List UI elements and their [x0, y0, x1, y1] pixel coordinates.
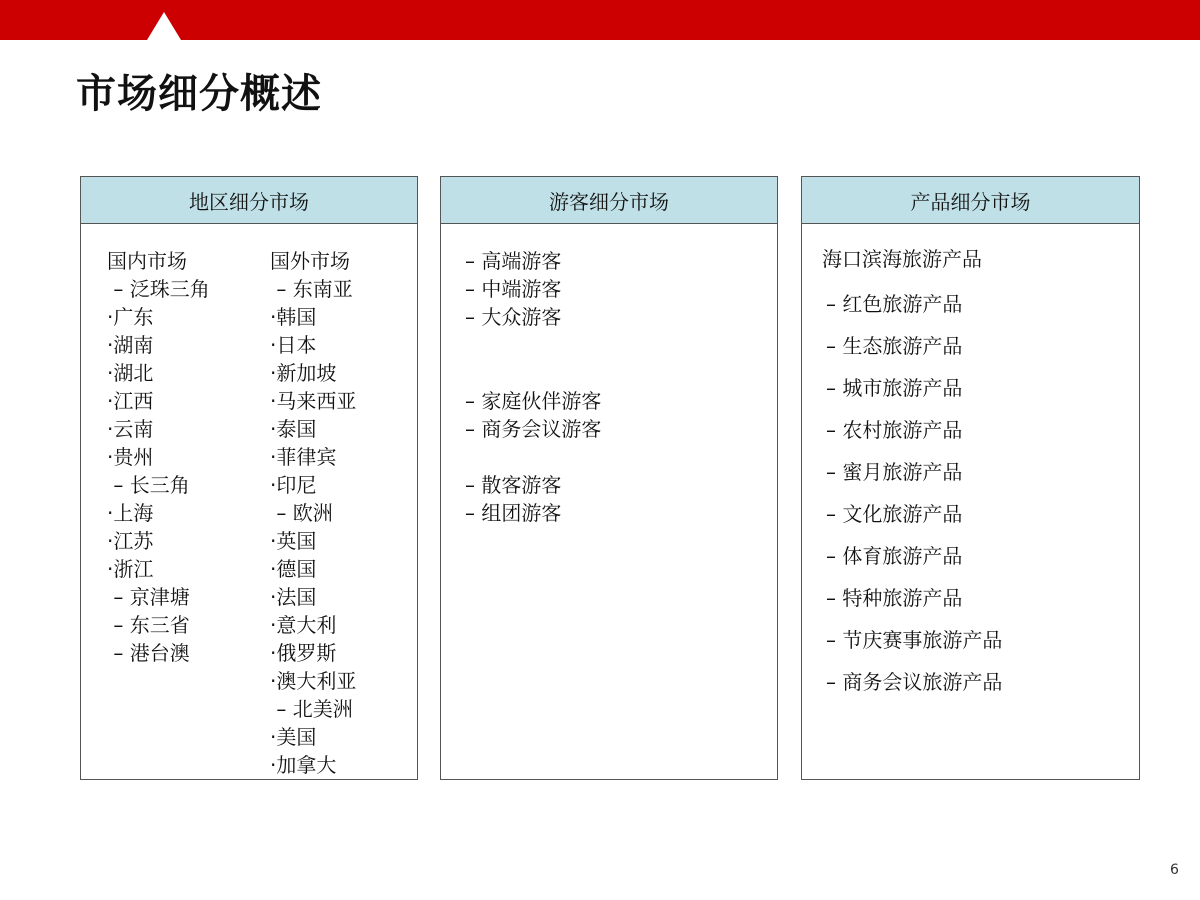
list-item: ·上海: [107, 501, 154, 525]
list-item: 国内市场: [107, 249, 187, 273]
list-item: – 蜜月旅游产品: [826, 460, 963, 484]
product-panel: [801, 176, 1140, 780]
list-item: – 商务会议旅游产品: [826, 670, 1003, 694]
list-item: – 京津塘: [107, 585, 190, 609]
list-item: – 商务会议游客: [465, 417, 602, 441]
banner-notch: [147, 12, 181, 40]
domestic-list: [107, 247, 210, 667]
product-list: [826, 283, 1002, 703]
list-item: ·浙江: [107, 557, 154, 581]
list-item: ·泰国: [270, 417, 317, 441]
list-item: 国外市场: [270, 249, 350, 273]
list-item: ·江西: [107, 389, 154, 413]
list-item: – 欧洲: [270, 501, 333, 525]
list-item: – 散客游客: [465, 473, 562, 497]
list-item: ·马来西亚: [270, 389, 357, 413]
list-item: – 生态旅游产品: [826, 334, 963, 358]
list-item: – 特种旅游产品: [826, 586, 963, 610]
product-panel-header: 产品细分市场: [802, 177, 1139, 224]
region-panel: [80, 176, 418, 780]
list-item: – 城市旅游产品: [826, 376, 963, 400]
list-item: ·菲律宾: [270, 445, 337, 469]
list-item: [465, 331, 601, 359]
list-item: [465, 359, 601, 387]
list-item: ·美国: [270, 725, 317, 749]
foreign-list: [270, 247, 356, 779]
list-item: ·德国: [270, 557, 317, 581]
list-item: – 泛珠三角: [107, 277, 210, 301]
list-item: ·江苏: [107, 529, 154, 553]
list-item: ·英国: [270, 529, 317, 553]
visitor-list: [465, 247, 601, 527]
list-item: ·云南: [107, 417, 154, 441]
list-item: – 文化旅游产品: [826, 502, 963, 526]
list-item: – 农村旅游产品: [826, 418, 963, 442]
list-item: – 家庭伙伴游客: [465, 389, 602, 413]
list-item: – 港台澳: [107, 641, 190, 665]
region-panel-header: 地区细分市场: [81, 177, 417, 224]
list-item: ·日本: [270, 333, 317, 357]
list-item: – 中端游客: [465, 277, 562, 301]
list-item: – 体育旅游产品: [826, 544, 963, 568]
page-title: 市场细分概述: [76, 71, 322, 117]
visitor-panel: [440, 176, 778, 780]
list-item: – 北美洲: [270, 697, 353, 721]
list-item: [465, 443, 601, 471]
list-item: ·韩国: [270, 305, 317, 329]
list-item: ·法国: [270, 585, 317, 609]
list-item: – 东南亚: [270, 277, 353, 301]
list-item: – 高端游客: [465, 249, 562, 273]
list-item: ·印尼: [270, 473, 317, 497]
list-item: ·贵州: [107, 445, 154, 469]
page-number: 6: [1170, 862, 1179, 878]
product-lead: 海口滨海旅游产品: [822, 247, 982, 271]
list-item: – 节庆赛事旅游产品: [826, 628, 1003, 652]
list-item: ·加拿大: [270, 753, 337, 777]
list-item: ·湖南: [107, 333, 154, 357]
list-item: ·湖北: [107, 361, 154, 385]
list-item: ·澳大利亚: [270, 669, 357, 693]
list-item: – 大众游客: [465, 305, 562, 329]
list-item: ·广东: [107, 305, 154, 329]
list-item: – 长三角: [107, 473, 190, 497]
list-item: – 组团游客: [465, 501, 562, 525]
list-item: – 红色旅游产品: [826, 292, 963, 316]
list-item: ·意大利: [270, 613, 337, 637]
visitor-panel-header: 游客细分市场: [441, 177, 777, 224]
list-item: ·新加坡: [270, 361, 337, 385]
list-item: – 东三省: [107, 613, 190, 637]
list-item: ·俄罗斯: [270, 641, 337, 665]
